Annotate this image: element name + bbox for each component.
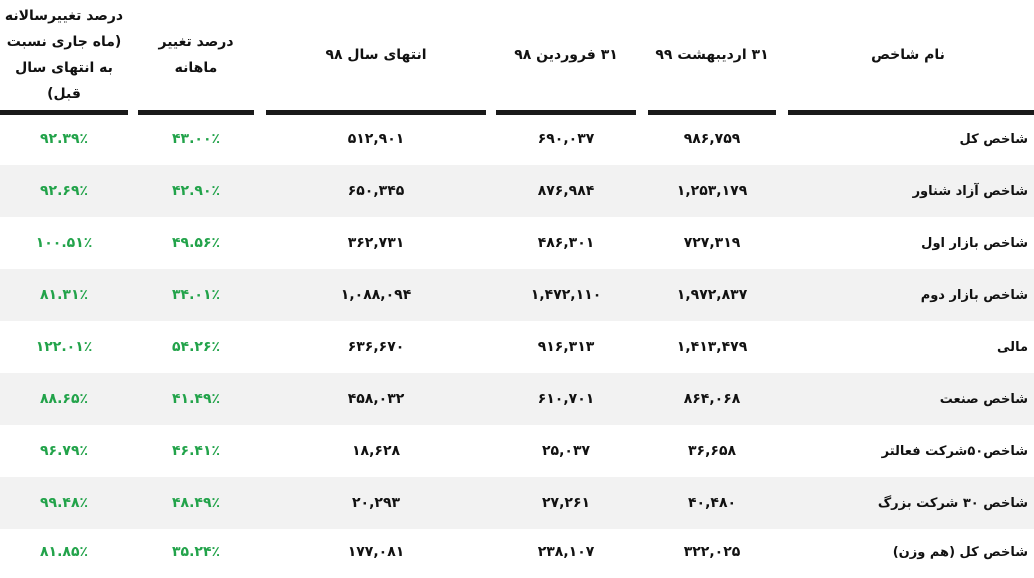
ordibehesht-31-99-cell: ۱,۲۵۳,۱۷۹: [676, 183, 748, 199]
ordibehesht-31-99-cell: ۱,۴۱۳,۴۷۹: [676, 339, 748, 355]
ordibehesht-31-99-cell: ۱,۹۷۲,۸۳۷: [676, 287, 748, 303]
ordibehesht-31-99-cell: ۹۸۶,۷۵۹: [683, 131, 741, 147]
table-row: [0, 321, 1034, 373]
farvardin-31-98-cell: ۶۱۰,۷۰۱: [537, 391, 595, 407]
table-row: [0, 477, 1034, 529]
yearly-change-cell: ۹۶.۷۹٪: [39, 443, 89, 459]
end-of-year-98-cell: ۱,۰۸۸,۰۹۴: [340, 287, 412, 303]
index-name-cell: شاخص صنعت: [939, 391, 1028, 407]
farvardin-31-98-cell: ۱,۴۷۲,۱۱۰: [530, 287, 602, 303]
farvardin-31-98-cell: ۸۷۶,۹۸۴: [537, 183, 595, 199]
table-row: [0, 217, 1034, 269]
end-of-year-98-cell: ۶۳۶,۶۷۰: [347, 339, 405, 355]
end-of-year-98-cell: ۵۱۲,۹۰۱: [347, 131, 405, 147]
table-row: [0, 425, 1034, 477]
end-of-year-98-cell: ۶۵۰,۳۴۵: [347, 183, 405, 199]
header-farvardin-31-98: ۳۱ فروردین ۹۸: [514, 47, 618, 63]
header-index-name: نام شاخص: [871, 47, 945, 63]
ordibehesht-31-99-cell: ۳۶,۶۵۸: [687, 443, 737, 459]
index-name-cell: شاخص بازار اول: [921, 235, 1028, 251]
header-yearly-change-line1: درصد تغییرسالانه: [4, 8, 124, 24]
header-end-of-year-98: انتهای سال ۹۸: [325, 47, 427, 63]
ordibehesht-31-99-cell: ۸۶۴,۰۶۸: [683, 391, 741, 407]
header-yearly-change: [0, 0, 128, 110]
yearly-change-cell: ۸۱.۸۵٪: [39, 544, 89, 560]
monthly-change-cell: ۴۸.۴۹٪: [171, 495, 221, 511]
yearly-change-cell: ۸۱.۳۱٪: [39, 287, 89, 303]
yearly-change-cell: ۱۰۰.۵۱٪: [35, 235, 93, 251]
table-row: [0, 269, 1034, 321]
monthly-change-cell: ۵۴.۲۶٪: [171, 339, 221, 355]
farvardin-31-98-cell: ۲۳۸,۱۰۷: [537, 544, 595, 560]
farvardin-31-98-cell: ۶۹۰,۰۳۷: [537, 131, 595, 147]
table-row: [0, 526, 1034, 578]
monthly-change-cell: ۴۶.۴۱٪: [171, 443, 221, 459]
header-monthly-change-line2: ماهانه: [174, 60, 218, 76]
index-name-cell: شاخص ۳۰ شرکت بزرگ: [877, 495, 1028, 511]
header-yearly-change-line3: به انتهای سال قبل): [15, 60, 113, 102]
yearly-change-cell: ۸۸.۶۵٪: [39, 391, 89, 407]
header-yearly-change-line2: (ماه جاری نسبت: [6, 34, 122, 50]
yearly-change-cell: ۱۲۲.۰۱٪: [35, 339, 93, 355]
index-name-cell: مالی: [997, 339, 1028, 355]
ordibehesht-31-99-cell: ۴۰,۴۸۰: [687, 495, 737, 511]
table-row: [0, 165, 1034, 217]
monthly-change-cell: ۳۴.۰۱٪: [171, 287, 221, 303]
header-monthly-change: [138, 0, 254, 110]
table-row: [0, 113, 1034, 165]
yearly-change-cell: ۹۹.۴۸٪: [39, 495, 89, 511]
ordibehesht-31-99-cell: ۳۲۲,۰۲۵: [683, 544, 741, 560]
end-of-year-98-cell: ۱۸,۶۲۸: [351, 443, 401, 459]
index-name-cell: شاخص۵۰شرکت فعالتر: [881, 443, 1028, 459]
monthly-change-cell: ۴۹.۵۶٪: [171, 235, 221, 251]
ordibehesht-31-99-cell: ۷۲۷,۳۱۹: [683, 235, 741, 251]
farvardin-31-98-cell: ۴۸۶,۳۰۱: [537, 235, 595, 251]
monthly-change-cell: ۴۲.۹۰٪: [171, 183, 221, 199]
index-name-cell: شاخص آزاد شناور: [912, 183, 1028, 199]
farvardin-31-98-cell: ۲۵,۰۳۷: [541, 443, 591, 459]
monthly-change-cell: ۳۵.۲۴٪: [171, 544, 221, 560]
end-of-year-98-cell: ۲۰,۲۹۳: [351, 495, 401, 511]
yearly-change-cell: ۹۲.۳۹٪: [39, 131, 89, 147]
end-of-year-98-cell: ۳۶۲,۷۳۱: [347, 235, 405, 251]
index-name-cell: شاخص کل: [959, 131, 1028, 147]
end-of-year-98-cell: ۱۷۷,۰۸۱: [347, 544, 405, 560]
yearly-change-cell: ۹۲.۶۹٪: [39, 183, 89, 199]
header-ordibehesht-31-99: ۳۱ اردیبهشت ۹۹: [655, 47, 769, 63]
farvardin-31-98-cell: ۹۱۶,۳۱۳: [537, 339, 595, 355]
index-name-cell: شاخص کل (هم وزن): [892, 544, 1028, 560]
index-name-cell: شاخص بازار دوم: [920, 287, 1028, 303]
header-monthly-change-line1: درصد تغییر: [158, 34, 234, 50]
end-of-year-98-cell: ۴۵۸,۰۳۲: [347, 391, 405, 407]
monthly-change-cell: ۴۳.۰۰٪: [171, 131, 221, 147]
monthly-change-cell: ۴۱.۴۹٪: [171, 391, 221, 407]
farvardin-31-98-cell: ۲۷,۲۶۱: [541, 495, 591, 511]
table-row: [0, 373, 1034, 425]
